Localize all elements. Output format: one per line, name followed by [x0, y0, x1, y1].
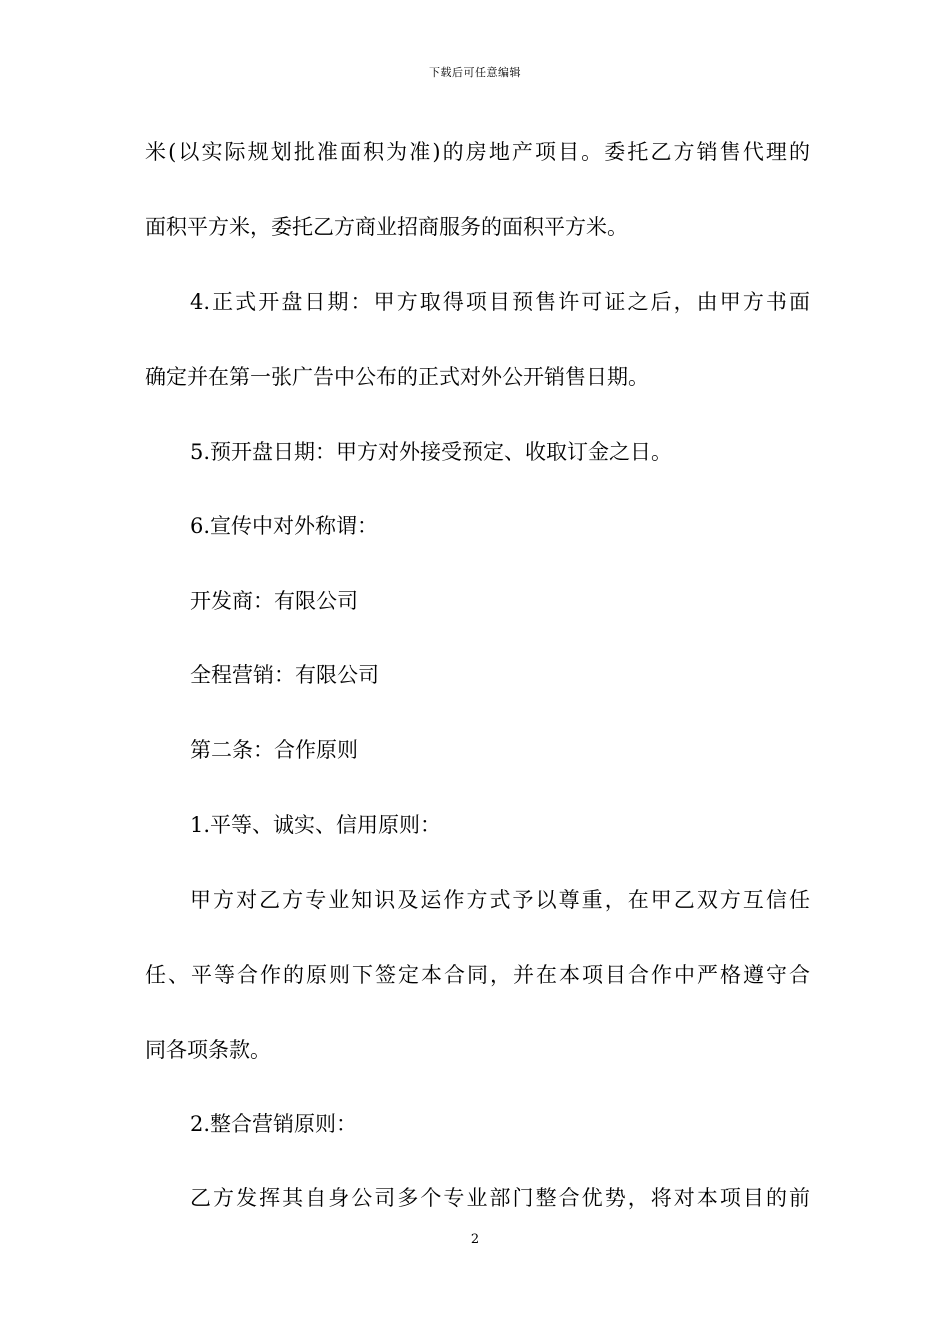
section-heading: 第二条：合作原则 — [190, 738, 358, 762]
paragraph-line: 任、平等合作的原则下签定本合同，并在本项目合作中严格遵守合 — [145, 963, 810, 987]
paragraph-line: 全程营销：有限公司 — [190, 663, 379, 687]
paragraph-line: 1.平等、诚实、信用原则： — [190, 813, 442, 837]
page-number: 2 — [470, 1232, 480, 1247]
page-header: 下载后可任意编辑 — [429, 66, 521, 79]
paragraph-line: 2.整合营销原则： — [190, 1112, 358, 1136]
paragraph-line: 5.预开盘日期：甲方对外接受预定、收取订金之日。 — [190, 440, 673, 464]
paragraph-line: 4.正式开盘日期：甲方取得项目预售许可证之后，由甲方书面 — [190, 290, 810, 314]
paragraph-line: 开发商：有限公司 — [190, 589, 358, 613]
paragraph-line: 米(以实际规划批准面积为准)的房地产项目。委托乙方销售代理的 — [145, 140, 810, 164]
paragraph-line: 乙方发挥其自身公司多个专业部门整合优势，将对本项目的前 — [190, 1186, 810, 1210]
paragraph-line: 面积平方米，委托乙方商业招商服务的面积平方米。 — [145, 215, 628, 239]
paragraph-line: 同各项条款。 — [145, 1038, 271, 1062]
paragraph-line: 6.宣传中对外称谓： — [190, 514, 379, 538]
paragraph-line: 甲方对乙方专业知识及运作方式予以尊重，在甲乙双方互信任 — [190, 888, 810, 912]
paragraph-line: 确定并在第一张广告中公布的正式对外公开销售日期。 — [145, 365, 649, 389]
